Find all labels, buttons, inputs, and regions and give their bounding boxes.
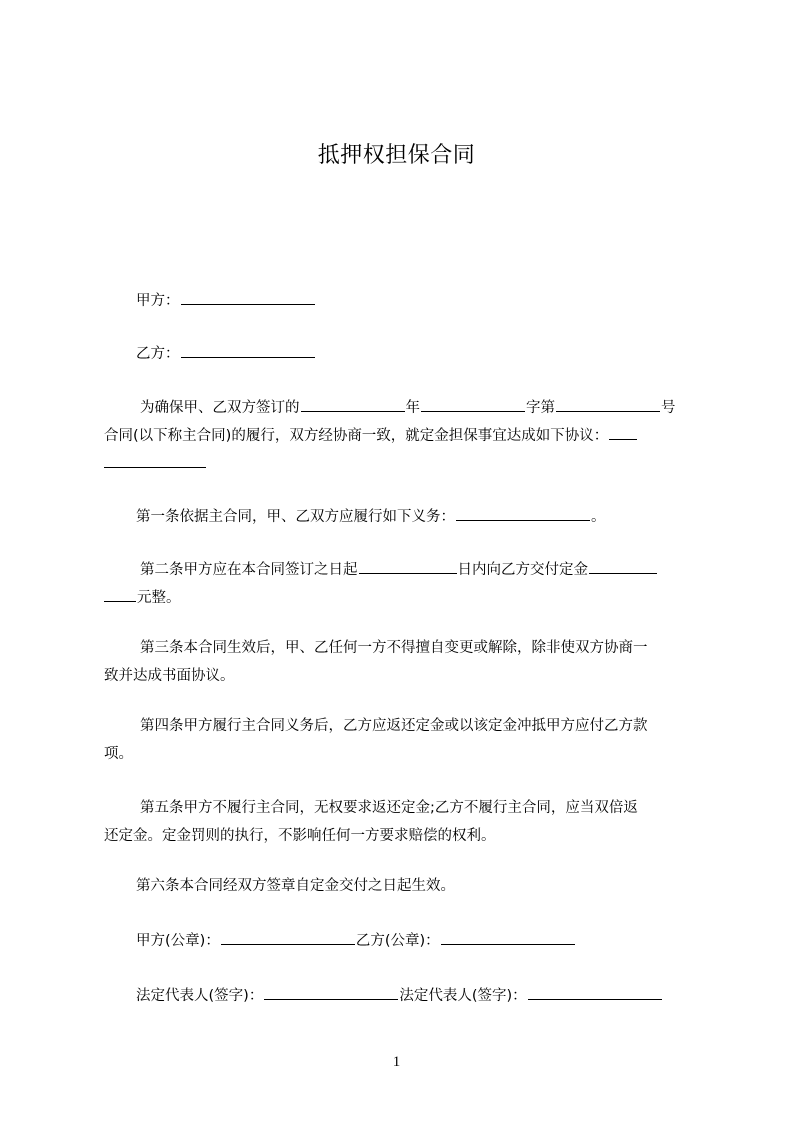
party-a-line	[104, 287, 732, 315]
intro-text-2: 年	[405, 400, 420, 416]
party-b-label: 乙方：	[136, 346, 180, 362]
article-5	[104, 794, 700, 850]
party-b-line	[104, 340, 732, 368]
seal-line	[104, 927, 732, 955]
rep-b-label: 法定代表人(签字)：	[399, 988, 527, 1004]
article-2-text-1: 第二条甲方应在本合同签订之日起	[140, 562, 358, 578]
intro-text-4: 号	[661, 400, 676, 416]
intro-blank-3	[556, 396, 660, 412]
article-2-text-2: 日内向乙方交付定金	[457, 562, 588, 578]
article-3-line-1: 第三条本合同生效后，甲、乙任何一方不得擅自变更或解除，除非使双方协商一	[140, 640, 648, 656]
intro-blank-2	[421, 396, 525, 412]
intro-blank-4a	[609, 424, 637, 440]
seal-b-blank	[441, 929, 575, 945]
intro-text-1: 为确保甲、乙双方签订的	[140, 400, 300, 416]
article-3	[104, 634, 700, 690]
intro-paragraph	[104, 394, 700, 478]
article-1	[104, 503, 732, 531]
party-b-blank	[181, 342, 315, 358]
article-2-days-blank	[359, 558, 457, 574]
article-1-text: 第一条依据主合同，甲、乙双方应履行如下义务：	[136, 509, 455, 525]
article-2-amount-blank-a	[589, 558, 657, 574]
article-4-line-1: 第四条甲方履行主合同义务后，乙方应返还定金或以该定金冲抵甲方应付乙方款	[140, 718, 648, 734]
intro-blank-1	[301, 396, 405, 412]
party-a-label: 甲方：	[136, 293, 180, 309]
article-4	[104, 712, 700, 768]
page-number: 1	[392, 1054, 401, 1070]
seal-a-blank	[221, 929, 355, 945]
article-4-line-2: 项。	[104, 746, 133, 762]
article-2-amount-blank-b	[104, 586, 136, 602]
article-1-blank	[456, 505, 590, 521]
rep-a-blank	[264, 984, 398, 1000]
article-5-line-2: 还定金。定金罚则的执行，不影响任何一方要求赔偿的权利。	[104, 828, 496, 844]
seal-b-label: 乙方(公章)：	[355, 933, 440, 949]
party-a-blank	[181, 289, 315, 305]
intro-text-5: 合同(以下称主合同)的履行，双方经协商一致，就定金担保事宜达成如下协议：	[104, 428, 609, 444]
article-6: 第六条本合同经双方签章自定金交付之日起生效。	[136, 878, 455, 894]
article-3-line-2: 致并达成书面协议。	[104, 668, 235, 684]
representative-line	[104, 982, 732, 1010]
article-2	[104, 556, 700, 612]
intro-blank-4b	[104, 452, 206, 468]
document-title: 抵押权担保合同	[317, 143, 476, 168]
article-5-line-1: 第五条甲方不履行主合同，无权要求返还定金;乙方不履行主合同，应当双倍返	[140, 800, 638, 816]
article-2-text-3: 元整。	[137, 590, 181, 606]
article-1-end: 。	[591, 509, 606, 525]
intro-text-3: 字第	[526, 400, 555, 416]
seal-a-label: 甲方(公章)：	[136, 933, 220, 949]
rep-a-label: 法定代表人(签字)：	[136, 988, 264, 1004]
rep-b-blank	[528, 984, 662, 1000]
